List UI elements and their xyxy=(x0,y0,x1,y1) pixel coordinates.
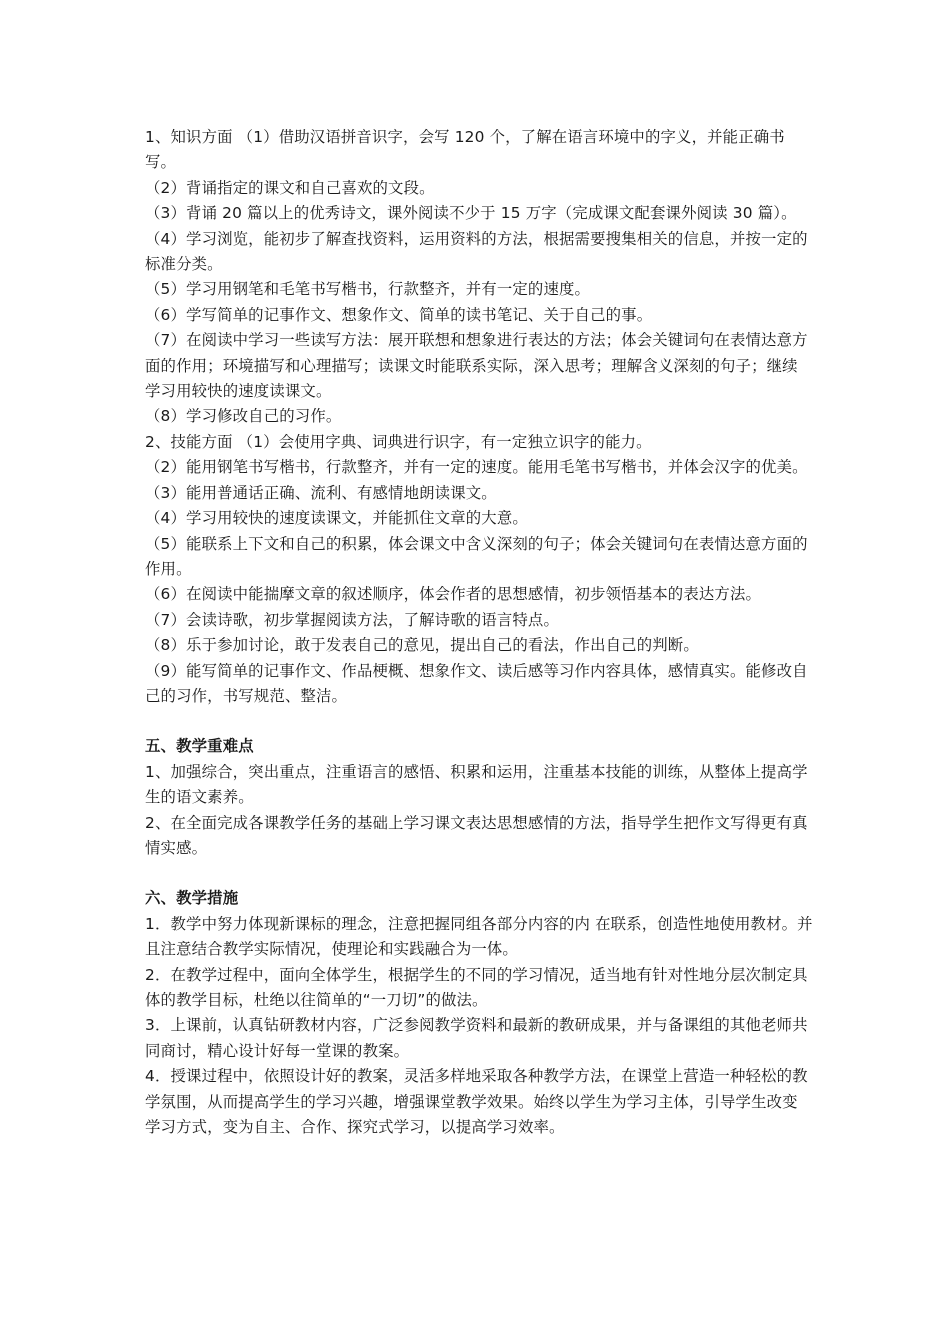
paragraph-skill-1: 2、技能方面 （1）会使用字典、词典进行识字，有一定独立识字的能力。 xyxy=(145,432,652,451)
paragraph-skill-5: （5）能联系上下文和自己的积累，体会课文中含义深刻的句子；体会关键词句在表情达意方面的作用。 xyxy=(145,534,808,578)
section-spacer xyxy=(145,861,813,886)
paragraph-skill-6: （6）在阅读中能揣摩文章的叙述顺序，体会作者的思想感情，初步领悟基本的表达方法。 xyxy=(145,585,762,604)
paragraph-skill-4: （4）学习用较快的速度读课文，并能抓住文章的大意。 xyxy=(145,509,528,528)
paragraph-skill-7: （7）会读诗歌，初步掌握阅读方法，了解诗歌的语言特点。 xyxy=(145,610,559,629)
section-six-paragraph-2: 2．在教学过程中，面向全体学生，根据学生的不同的学习情况，适当地有针对性地分层次制定具体的教学目标，杜绝以往简单的“一刀切”的做法。 xyxy=(145,965,808,1009)
document-page xyxy=(145,125,813,1140)
section-five-heading: 五、教学重难点 xyxy=(145,737,254,756)
paragraph-knowledge-4: （4）学习浏览，能初步了解查找资料，运用资料的方法，根据需要搜集相关的信息，并按一定的标准分类。 xyxy=(145,229,808,274)
section-six-paragraph-1: 1．教学中努力体现新课标的理念，注意把握同组各部分内容的内 在联系，创造性地使用教材。并且注意结合教学实际情况，使理论和实践融合为一体。 xyxy=(145,914,813,959)
section-five-paragraph-2: 2、在全面完成各课教学任务的基础上学习课文表达思想感情的方法，指导学生把作文写得更有真情实感。 xyxy=(145,813,808,857)
paragraph-knowledge-3: （3）背诵 20 篇以上的优秀诗文，课外阅读不少于 15 万字（完成课文配套课外阅读 30 篇）。 xyxy=(145,204,797,223)
section-six-heading: 六、教学措施 xyxy=(145,889,239,908)
section-six-paragraph-4: 4．授课过程中，依照设计好的教案，灵活多样地采取各种教学方法，在课堂上营造一种轻松的教学氛围，从而提高学生的学习兴趣，增强课堂教学效果。始终以学生为学习主体，引导学生改变学习方式，变为自主、合作、探究式学习，以提高学习效率。 xyxy=(145,1067,808,1137)
paragraph-skill-3: （3）能用普通话正确、流利、有感情地朗读课文。 xyxy=(145,483,497,502)
paragraph-knowledge-1: 1、知识方面 （1）借助汉语拼音识字，会写 120 个，了解在语言环境中的字义，并能正确书写。 xyxy=(145,128,785,172)
paragraph-knowledge-5: （5）学习用钢笔和毛笔书写楷书，行款整齐，并有一定的速度。 xyxy=(145,280,591,299)
paragraph-skill-8: （8）乐于参加讨论，敢于发表自己的意见，提出自己的看法，作出自己的判断。 xyxy=(145,636,699,655)
paragraph-knowledge-2: （2）背诵指定的课文和自己喜欢的文段。 xyxy=(145,178,435,197)
paragraph-skill-2: （2）能用钢笔书写楷书，行款整齐，并有一定的速度。能用毛笔书写楷书，并体会汉字的优美。 xyxy=(145,458,808,477)
paragraph-knowledge-7: （7）在阅读中学习一些读写方法：展开联想和想象进行表达的方法；体会关键词句在表情达意方面的作用；环境描写和心理描写；读课文时能联系实际，深入思考；理解含义深刻的句子；继续学习用较快的速度读课文。 xyxy=(145,331,808,401)
paragraph-skill-9: （9）能写简单的记事作文、作品梗概、想象作文、读后感等习作内容具体，感情真实。能修改自己的习作，书写规范、整洁。 xyxy=(145,661,808,705)
paragraph-knowledge-8: （8）学习修改自己的习作。 xyxy=(145,407,342,426)
paragraph-knowledge-6: （6）学写简单的记事作文、想象作文、简单的读书笔记、关于自己的事。 xyxy=(145,305,653,324)
section-five-paragraph-1: 1、加强综合，突出重点，注重语言的感悟、积累和运用，注重基本技能的训练，从整体上提高学生的语文素养。 xyxy=(145,762,808,807)
section-six-paragraph-3: 3．上课前，认真钻研教材内容，广泛参阅教学资料和最新的教研成果，并与备课组的其他老师共同商讨，精心设计好每一堂课的教案。 xyxy=(145,1016,808,1060)
section-spacer xyxy=(145,709,813,734)
